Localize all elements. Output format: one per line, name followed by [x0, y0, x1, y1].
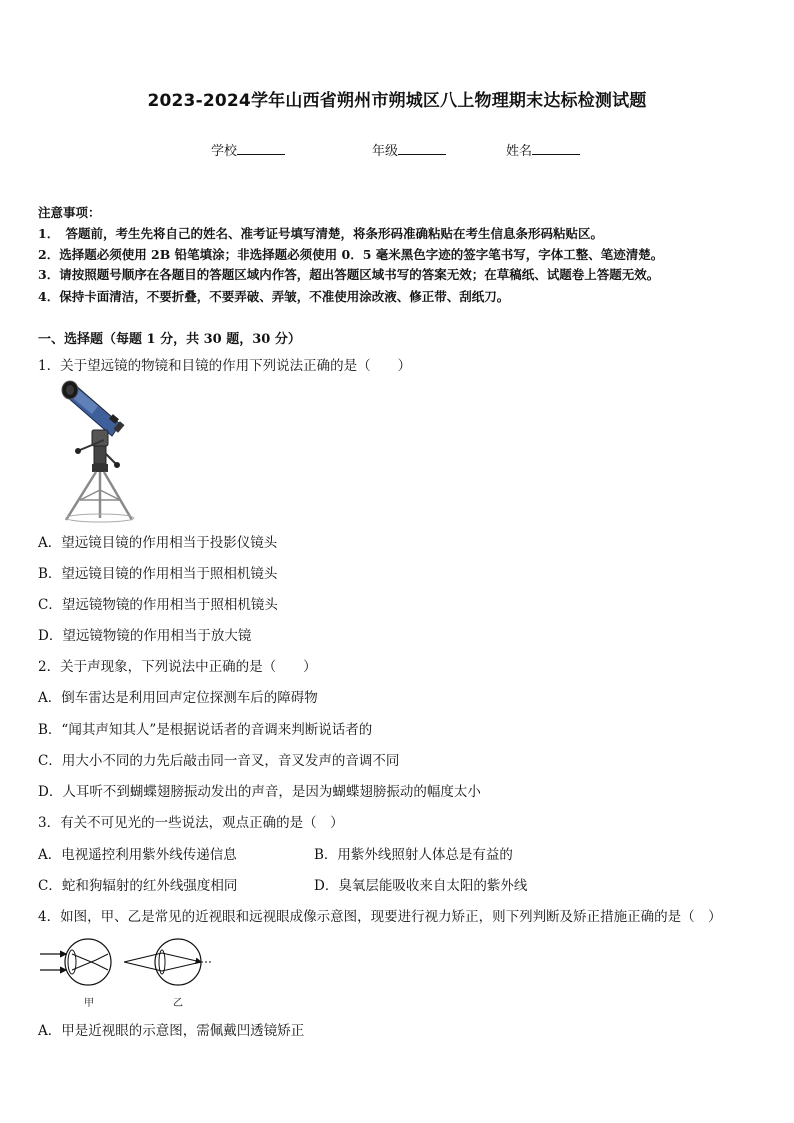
grade-label: 年级 [372, 144, 399, 159]
school-label: 学校 [211, 144, 238, 159]
eye-diagram-jia [40, 939, 111, 985]
question-3-stem: 3．有关不可见光的一些说法，观点正确的是（ ） [38, 815, 344, 831]
question-4-option-a[interactable]: A．甲是近视眼的示意图，需佩戴凹透镜矫正 [38, 1023, 305, 1039]
note-item: 1． 答题前，考生先将自己的姓名、准考证号填写清楚，将条形码准确粘贴在考生信息条形码粘贴区。 [38, 226, 603, 241]
name-field [506, 140, 580, 159]
question-1-stem: 1．关于望远镜的物镜和目镜的作用下列说法正确的是（ ） [38, 358, 412, 374]
question-2-option-b[interactable]: B．“闻其声知其人”是根据说话者的音调来判断说话者的 [38, 722, 373, 738]
figure-label-yi: 乙 [173, 998, 183, 1009]
question-2-option-d[interactable]: D．人耳听不到蝴蝶翅膀振动发出的声音，是因为蝴蝶翅膀振动的幅度太小 [38, 784, 481, 800]
school-blank[interactable] [237, 142, 285, 155]
question-3-option-b[interactable]: B．用紫外线照射人体总是有益的 [314, 847, 513, 863]
eye-diagram-yi [124, 939, 212, 985]
section-heading: 一、选择题（每题 1 分，共 30 题，30 分） [38, 332, 301, 347]
grade-blank[interactable] [398, 142, 446, 155]
question-1-option-a[interactable]: A．望远镜目镜的作用相当于投影仪镜头 [38, 535, 278, 551]
telescope-tripod [66, 472, 134, 522]
exam-title: 2023-2024学年山西省朔州市朔城区八上物理期末达标检测试题 [147, 91, 647, 111]
question-1-option-b[interactable]: B．望远镜目镜的作用相当于照相机镜头 [38, 566, 278, 582]
eye-diagram-figure [38, 932, 218, 1010]
question-2-stem: 2．关于声现象，下列说法中正确的是（ ） [38, 659, 317, 675]
telescope-mount [75, 430, 120, 472]
name-label: 姓名 [506, 144, 533, 159]
question-4-stem: 4．如图，甲、乙是常见的近视眼和远视眼成像示意图，现要进行视力矫正，则下列判断及矫正措施正确的是（ ） [38, 909, 722, 925]
question-2-option-c[interactable]: C．用大小不同的力先后敲击同一音叉，音叉发声的音调不同 [38, 753, 400, 769]
note-item: 2．选择题必须使用 2B 铅笔填涂；非选择题必须使用 0．5 毫米黑色字迹的签字笔书写，字体工整、笔迹清楚。 [38, 247, 664, 262]
telescope-figure [58, 378, 138, 526]
question-3-option-a[interactable]: A．电视遥控利用紫外线传递信息 [38, 847, 237, 863]
question-1-option-d[interactable]: D．望远镜物镜的作用相当于放大镜 [38, 628, 252, 644]
note-item: 4．保持卡面清洁，不要折叠，不要弄破、弄皱，不准使用涂改液、修正带、刮纸刀。 [38, 289, 510, 304]
figure-label-jia: 甲 [84, 998, 94, 1009]
question-1-option-c[interactable]: C．望远镜物镜的作用相当于照相机镜头 [38, 597, 278, 613]
telescope-tube [62, 381, 125, 436]
notes-title: 注意事项： [38, 205, 101, 220]
question-3-option-c[interactable]: C．蛇和狗辐射的红外线强度相同 [38, 878, 238, 894]
question-3-option-d[interactable]: D．臭氧层能吸收来自太阳的紫外线 [314, 878, 528, 894]
note-item: 3．请按照题号顺序在各题目的答题区域内作答，超出答题区域书写的答案无效；在草稿纸、试题卷上答题无效。 [38, 267, 660, 282]
name-blank[interactable] [532, 142, 580, 155]
question-2-option-a[interactable]: A．倒车雷达是利用回声定位探测车后的障碍物 [38, 690, 318, 706]
grade-field [372, 140, 446, 159]
school-field [211, 140, 285, 159]
